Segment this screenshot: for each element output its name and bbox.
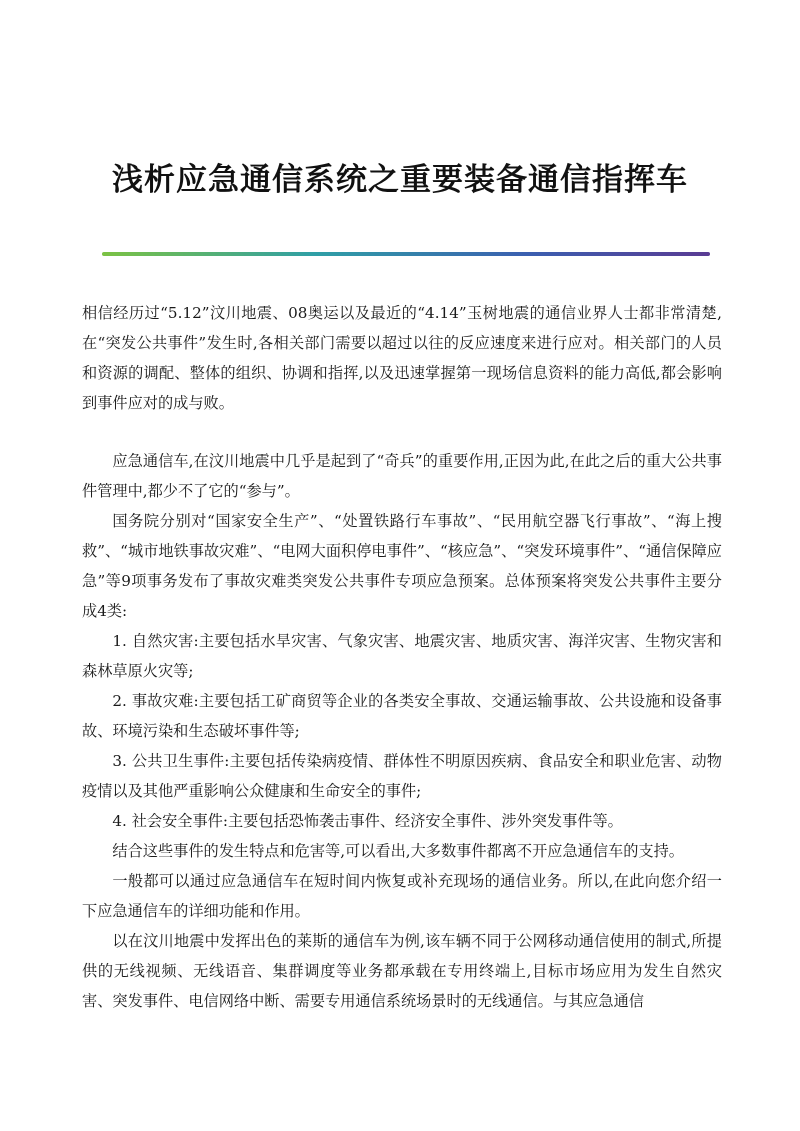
paragraph: 一般都可以通过应急通信车在短时间内恢复或补充现场的通信业务。所以,在此向您介绍一下应急通信车的详细功能和作用。 bbox=[82, 872, 722, 920]
document-body bbox=[82, 298, 722, 1016]
list-item: 1. 自然灾害:主要包括水旱灾害、气象灾害、地震灾害、地质灾害、海洋灾害、生物灾害和森林草原火灾等; bbox=[82, 632, 722, 680]
list-item: 3. 公共卫生事件:主要包括传染病疫情、群体性不明原因疾病、食品安全和职业危害、动物疫情以及其他严重影响公众健康和生命安全的事件; bbox=[82, 752, 722, 800]
paragraph: 结合这些事件的发生特点和危害等,可以看出,大多数事件都离不开应急通信车的支持。 bbox=[112, 842, 684, 860]
paragraph-gap bbox=[82, 418, 722, 446]
paragraph: 应急通信车,在汶川地震中几乎是起到了“奇兵”的重要作用,正因为此,在此之后的重大公共事件管理中,都少不了它的“参与”。 bbox=[82, 452, 722, 500]
list-item: 2. 事故灾难:主要包括工矿商贸等企业的各类安全事故、交通运输事故、公共设施和设备事故、环境污染和生态破坏事件等; bbox=[82, 692, 722, 740]
list-item: 4. 社会安全事件:主要包括恐怖袭击事件、经济安全事件、涉外突发事件等。 bbox=[112, 812, 623, 830]
paragraph: 以在汶川地震中发挥出色的莱斯的通信车为例,该车辆不同于公网移动通信使用的制式,所提供的无线视频、无线语音、集群调度等业务都承载在专用终端上,目标市场应用为发生自然灾害、突发事件、电信网络中断、需要专用通信系统场景时的无线通信。与其应急通信 bbox=[82, 932, 722, 1010]
paragraph-intro: 相信经历过“5.12”汶川地震、08奥运以及最近的“4.14”玉树地震的通信业界人士都非常清楚,在“突发公共事件”发生时,各相关部门需要以超过以往的反应速度来进行应对。相关部门的人员和资源的调配、整体的组织、协调和指挥,以及迅速掌握第一现场信息资料的能力高低,都会影响到事件应对的成与败。 bbox=[82, 304, 722, 412]
paragraph: 国务院分别对“国家安全生产”、“处置铁路行车事故”、“民用航空器飞行事故”、“海上搜救”、“城市地铁事故灾难”、“电网大面积停电事件”、“核应急”、“突发环境事件”、“通信保障应急”等9项事务发布了事故灾难类突发公共事件专项应急预案。总体预案将突发公共事件主要分成4类: bbox=[82, 512, 722, 620]
title-divider bbox=[102, 252, 710, 256]
document-title: 浅析应急通信系统之重要装备通信指挥车 bbox=[112, 162, 688, 198]
